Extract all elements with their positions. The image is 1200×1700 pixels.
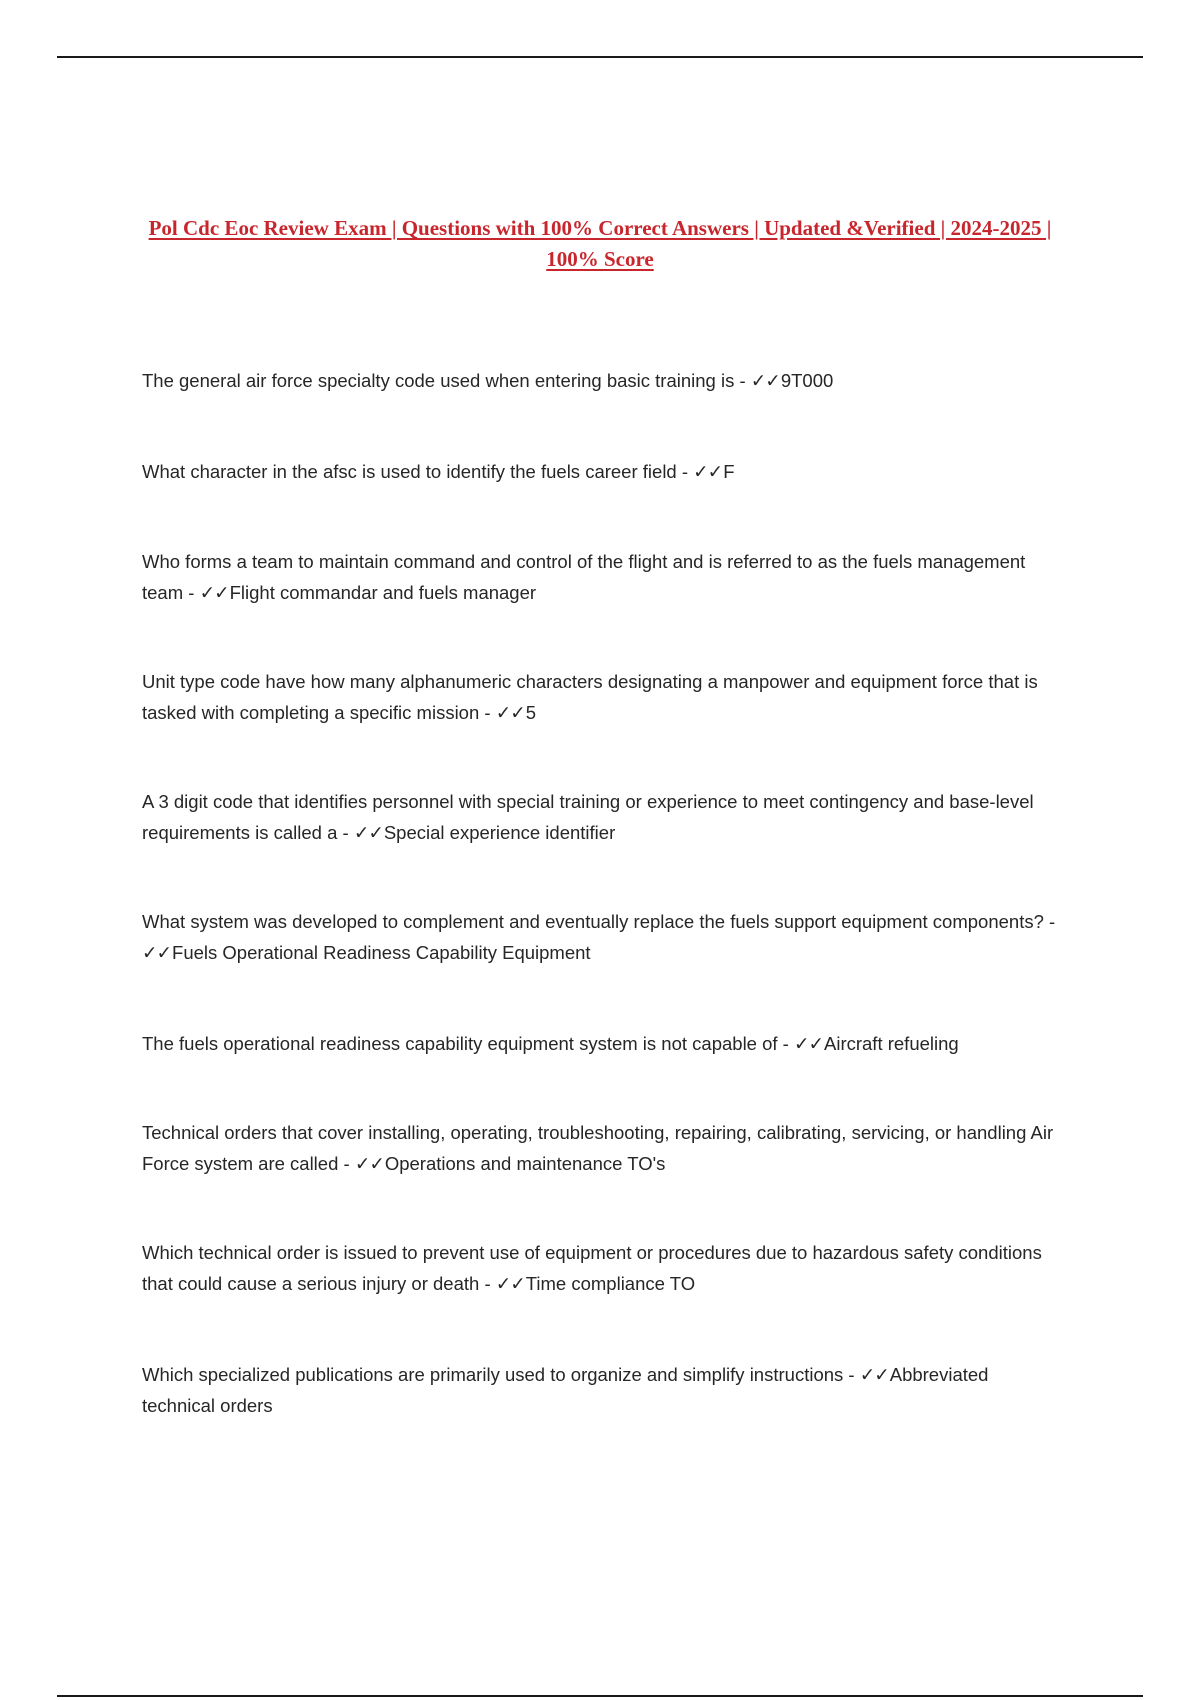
qa-item [142, 546, 1062, 608]
check-icon: ✓✓ [353, 822, 383, 843]
bottom-rule [57, 1695, 1143, 1697]
qa-item [142, 666, 1062, 728]
question-text: Which specialized publications are primarily used to organize and simplify instructions [142, 1364, 844, 1385]
separator: - [479, 1273, 496, 1294]
answer-text: Abbreviated technical orders [142, 1364, 989, 1416]
top-rule [57, 56, 1143, 58]
answer-text: Fuels Operational Readiness Capability Equipment [172, 942, 591, 963]
separator: - [338, 1153, 355, 1174]
question-text: Technical orders that cover installing, operating, troubleshooting, repairing, calibrating, servicing, or handling Air Force system are called [142, 1122, 1054, 1174]
question-text: The general air force specialty code used when entering basic training is [142, 370, 735, 391]
separator: - [676, 461, 694, 482]
separator: - [183, 582, 200, 603]
separator: - [843, 1364, 860, 1385]
answer-text: Flight commandar and fuels manager [229, 582, 537, 603]
check-icon: ✓✓ [142, 942, 172, 963]
qa-item [142, 1237, 1062, 1299]
separator: - [734, 370, 751, 391]
separator: - [777, 1033, 794, 1054]
check-icon: ✓✓ [354, 1153, 384, 1174]
separator: - [479, 702, 496, 723]
qa-item [142, 786, 1062, 848]
document-title: Pol Cdc Eoc Review Exam | Questions with 100% Correct Answers | Updated &Verified | 2024-2025 | 100% Score [148, 216, 1052, 271]
qa-item [142, 1117, 1062, 1179]
question-text: What character in the afsc is used to identify the fuels career field [142, 461, 677, 482]
qa-item [142, 456, 1062, 487]
separator: - [337, 822, 354, 843]
answer-text: F [723, 461, 735, 482]
check-icon: ✓✓ [495, 702, 525, 723]
qa-item [142, 365, 1062, 396]
question-text: Who forms a team to maintain command and control of the flight and is referred to as the fuels management team [142, 551, 1026, 603]
check-icon: ✓✓ [859, 1364, 889, 1385]
answer-text: Aircraft refueling [824, 1033, 959, 1054]
answer-text: Operations and maintenance TO's [384, 1153, 666, 1174]
answer-text: 9T000 [780, 370, 834, 391]
question-text: A 3 digit code that identifies personnel with special training or experience to meet contingency and base-level requirements is called a [142, 791, 1034, 843]
question-text: Which technical order is issued to prevent use of equipment or procedures due to hazardous safety conditions that could cause a serious injury or death [142, 1242, 1042, 1294]
check-icon: ✓✓ [793, 1033, 823, 1054]
qa-item [142, 906, 1062, 968]
question-text: The fuels operational readiness capability equipment system is not capable of [142, 1033, 778, 1054]
check-icon: ✓✓ [199, 582, 229, 603]
separator: - [1043, 911, 1056, 932]
qa-item [142, 1028, 1062, 1059]
qa-item [142, 1359, 1062, 1421]
question-text: What system was developed to complement and eventually replace the fuels support equipment components? [142, 911, 1044, 932]
check-icon: ✓✓ [693, 461, 723, 482]
answer-text: Special experience identifier [383, 822, 616, 843]
question-text: Unit type code have how many alphanumeric characters designating a manpower and equipment force that is tasked with completing a specific mission [142, 671, 1038, 723]
check-icon: ✓✓ [495, 1273, 525, 1294]
answer-text: 5 [525, 702, 537, 723]
answer-text: Time compliance TO [525, 1273, 696, 1294]
check-icon: ✓✓ [750, 370, 780, 391]
